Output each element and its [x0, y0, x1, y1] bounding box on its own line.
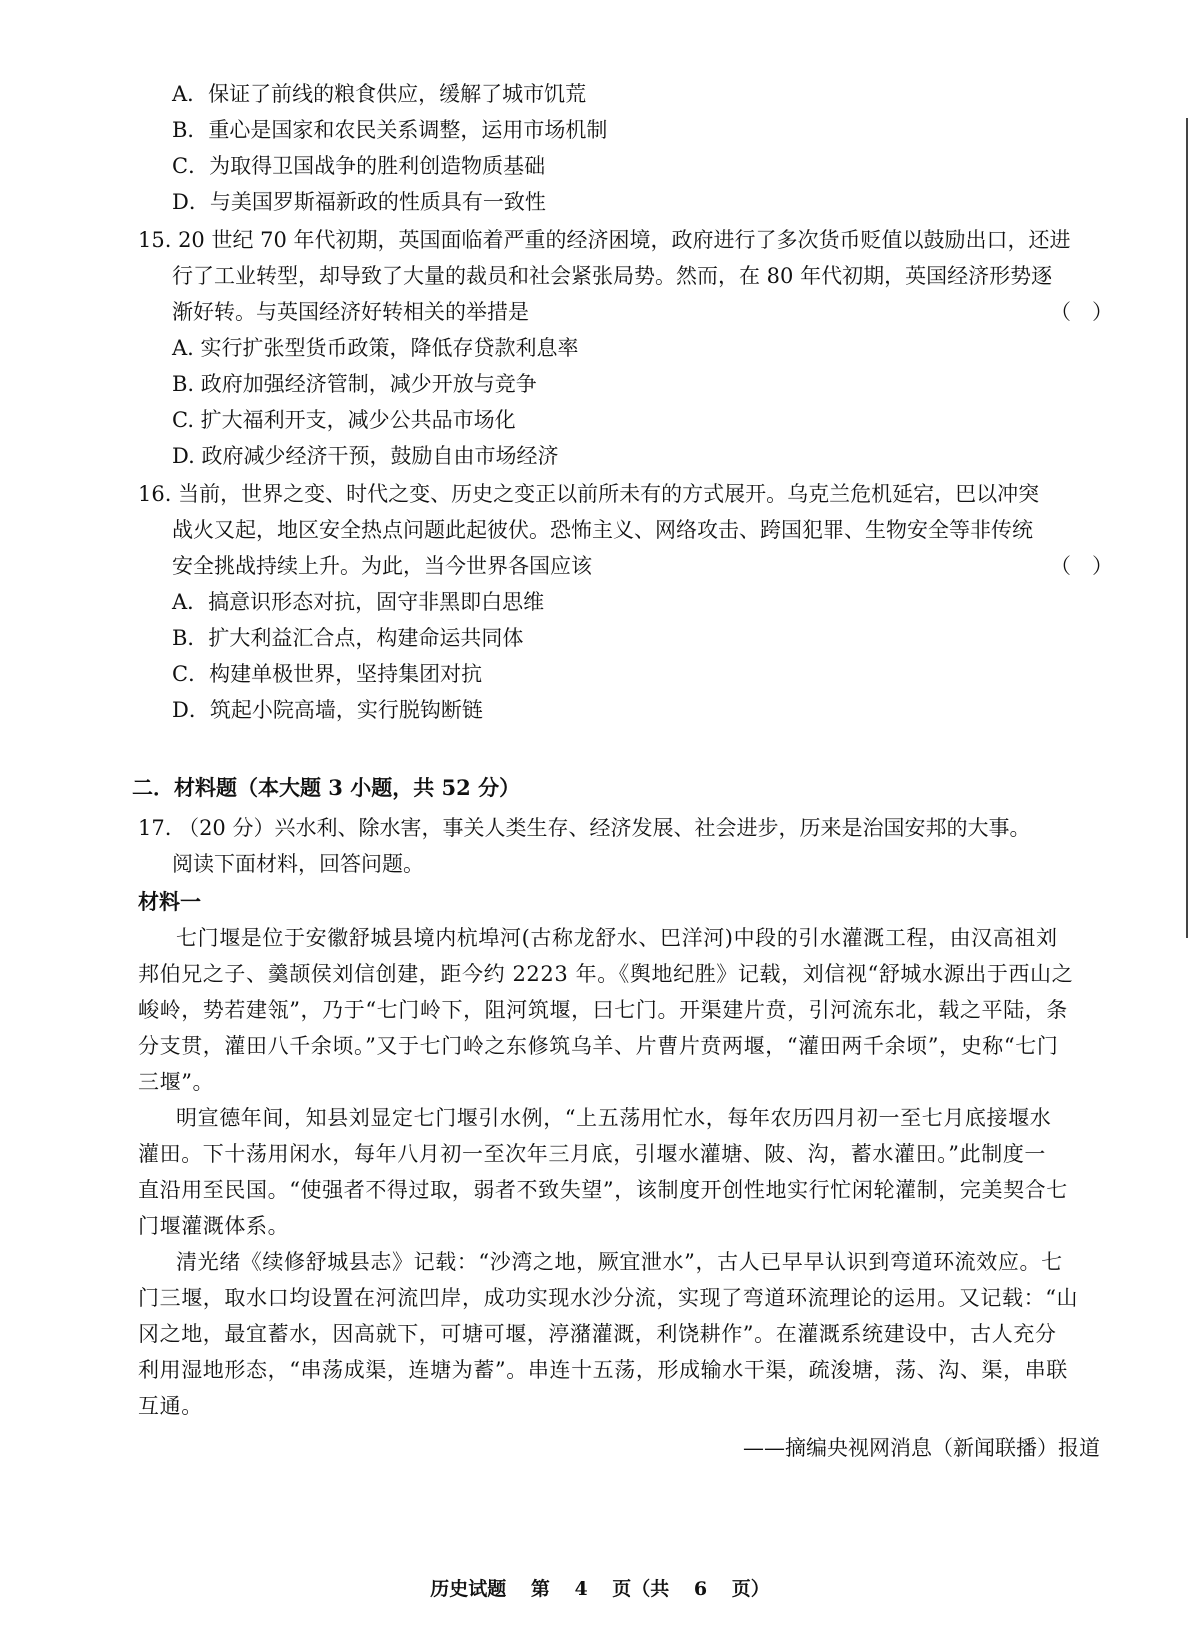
material-source: ——摘编央视网消息（新闻联播）报道	[743, 1436, 1100, 1460]
q14-option-b: B．重心是国家和农民关系调整，运用市场机制	[172, 118, 608, 142]
q15-stem-line-2: 行了工业转型，却导致了大量的裁员和社会紧张局势。然而，在 80 年代初期，英国经济形势逐	[172, 264, 1053, 288]
section-2-title: 二．材料题（本大题 3 小题，共 52 分）	[132, 775, 521, 800]
material-line: 灌田。下十荡用闲水，每年八月初一至次年三月底，引堰水灌塘、陂、沟，蓄水灌田。”此制度一	[138, 1142, 1047, 1166]
q16-stem-line-1: 16. 当前，世界之变、时代之变、历史之变正以前所未有的方式展开。乌克兰危机延宕，巴以冲突	[138, 482, 1040, 506]
material-line: 七门堰是位于安徽舒城县境内杭埠河(古称龙舒水、巴洋河)中段的引水灌溉工程，由汉高祖刘	[176, 926, 1058, 950]
q16-option-d: D．筑起小院高墙，实行脱钩断链	[172, 698, 483, 722]
q17-stem-line-1: 17. （20 分）兴水利、除水害，事关人类生存、经济发展、社会进步，历来是治国安邦的大事。	[138, 816, 1031, 840]
material-line: 三堰”。	[138, 1070, 215, 1094]
page-footer: 历史试题 第 4 页（共 6 页）	[430, 1578, 770, 1600]
material-line: 邦伯兄之子、羹颉侯刘信创建，距今约 2223 年。《舆地纪胜》记载，刘信视“舒城水源出于西山之	[138, 962, 1074, 986]
material-line: 门三堰，取水口均设置在河流凹岸，成功实现水沙分流，实现了弯道环流理论的运用。又记载：“山	[138, 1286, 1079, 1310]
q15-option-d: D. 政府减少经济干预，鼓励自由市场经济	[172, 444, 559, 468]
q15-answer-bracket: （ ）	[1050, 300, 1113, 324]
material-line: 门堰灌溉体系。	[138, 1214, 290, 1238]
material-line: 利用湿地形态，“串荡成渠，连塘为蓄”。串连十五荡，形成输水干渠，疏浚塘，荡、沟、渠，串联	[138, 1358, 1068, 1382]
q17-stem-line-2: 阅读下面材料，回答问题。	[172, 852, 424, 876]
q15-stem-line-3: 渐好转。与英国经济好转相关的举措是	[172, 300, 529, 324]
q16-answer-bracket: （ ）	[1050, 554, 1113, 578]
material-line: 互通。	[138, 1394, 203, 1418]
material-line: 分支贯，灌田八千余顷。”又于七门岭之东修筑乌羊、片曹片贲两堰，“灌田两千余顷”，史称“七门	[138, 1034, 1059, 1058]
material-line: 清光绪《续修舒城县志》记载：“沙湾之地，厥宜泄水”，古人已早早认识到弯道环流效应。七	[176, 1250, 1063, 1274]
q15-option-c: C. 扩大福利开支，减少公共品市场化	[172, 408, 516, 432]
q15-stem-line-1: 15. 20 世纪 70 年代初期，英国面临着严重的经济困境，政府进行了多次货币贬值以鼓励出口，还进	[138, 228, 1071, 252]
q16-stem-line-3: 安全挑战持续上升。为此，当今世界各国应该	[172, 554, 592, 578]
q15-option-b: B. 政府加强经济管制，减少开放与竞争	[172, 372, 537, 396]
q14-option-d: D．与美国罗斯福新政的性质具有一致性	[172, 190, 546, 214]
q16-option-a: A．搞意识形态对抗，固守非黑即白思维	[172, 590, 545, 614]
q14-option-a: A．保证了前线的粮食供应，缓解了城市饥荒	[172, 82, 587, 106]
q16-stem-line-2: 战火又起，地区安全热点问题此起彼伏。恐怖主义、网络攻击、跨国犯罪、生物安全等非传统	[172, 518, 1033, 542]
q14-option-c: C．为取得卫国战争的胜利创造物质基础	[172, 154, 546, 178]
material-line: 明宣德年间，知县刘显定七门堰引水例，“上五荡用忙水，每年农历四月初一至七月底接堰水	[176, 1106, 1052, 1130]
material-line: 峻岭，势若建瓴”，乃于“七门岭下，阻河筑堰，曰七门。开渠建片贲，引河流东北，载之平陆，条	[138, 998, 1068, 1022]
q15-option-a: A. 实行扩张型货币政策，降低存贷款利息率	[172, 336, 579, 360]
material-line: 直沿用至民国。“使强者不得过取，弱者不致失望”，该制度开创性地实行忙闲轮灌制，完美契合七	[138, 1178, 1068, 1202]
q16-option-b: B．扩大利益汇合点，构建命运共同体	[172, 626, 524, 650]
q16-option-c: C．构建单极世界，坚持集团对抗	[172, 662, 483, 686]
page-edge-line	[1186, 118, 1188, 938]
material-1-label: 材料一	[138, 889, 201, 914]
material-line: 冈之地，最宜蓄水，因高就下，可塘可堰，渟潴灌溉，利饶耕作”。在灌溉系统建设中，古人充分	[138, 1322, 1057, 1346]
